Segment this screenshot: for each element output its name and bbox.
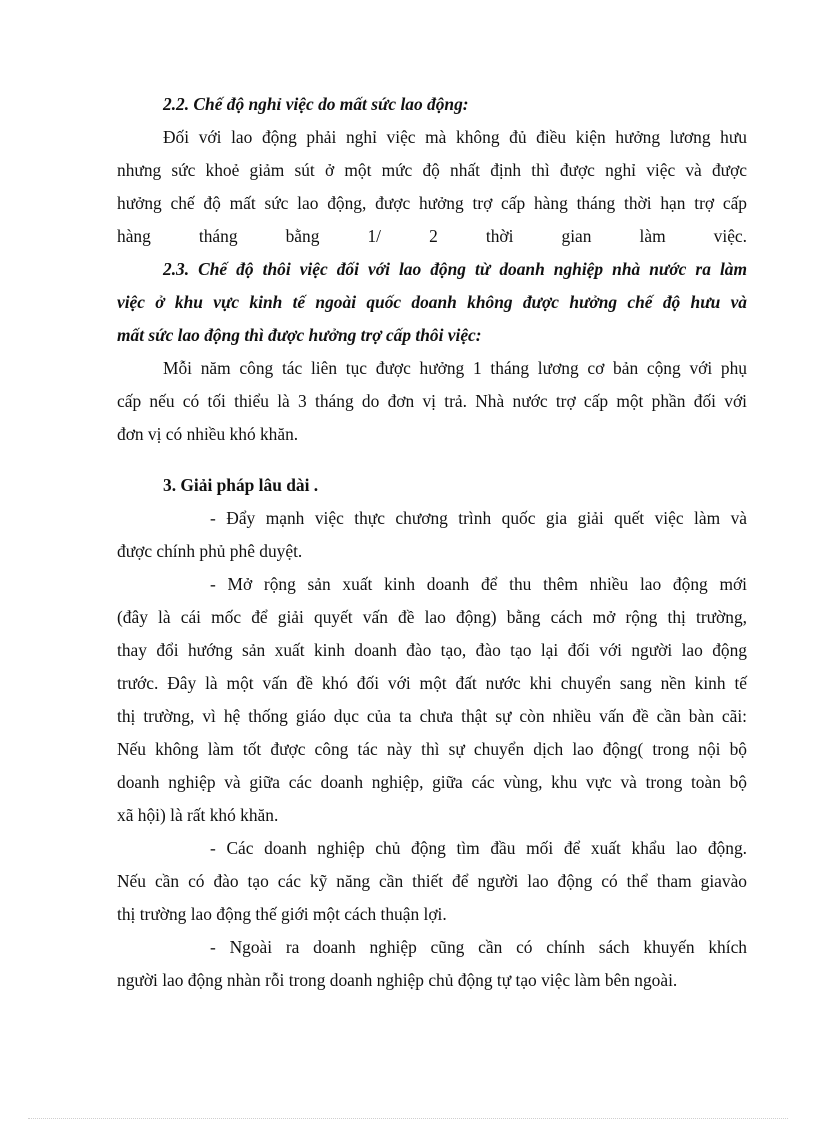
bullet-item xyxy=(117,568,747,832)
paragraph-line: đơn vị có nhiều khó khăn. xyxy=(117,424,299,444)
paragraph-line: cấp nếu có tối thiểu là 3 tháng do đơn vị trả. Nhà nước trợ cấp một phần đối với xyxy=(117,391,747,411)
document-body xyxy=(117,88,747,997)
bullet-line: xã hội) là rất khó khăn. xyxy=(117,805,279,825)
bullet-line: thay đổi hướng sản xuất kinh doanh đào tạo, đào tạo lại đối với người lao động xyxy=(117,640,747,660)
paragraph-line: Đối với lao động phải nghỉ việc mà không đủ điều kiện hưởng lương hưu xyxy=(163,127,747,147)
bullet-line: được chính phủ phê duyệt. xyxy=(117,541,303,561)
bullet-line: - Đẩy mạnh việc thực chương trình quốc gia giải quết việc làm và xyxy=(210,508,747,528)
bullet-line: thị trường, vì hệ thống giáo dục của ta chưa thật sự còn nhiều vấn đề cần bàn cãi: xyxy=(117,706,747,726)
bullet-item xyxy=(117,931,747,997)
bullet-line: - Mở rộng sản xuất kinh doanh để thu thêm nhiều lao động mới xyxy=(210,574,747,594)
bullet-line: người lao động nhàn rỗi trong doanh nghiệp chủ động tự tạo việc làm bên ngoài. xyxy=(117,970,678,990)
bullet-line: thị trường lao động thế giới một cách thuận lợi. xyxy=(117,904,447,924)
bullet-item xyxy=(117,502,747,568)
bullet-item xyxy=(117,832,747,931)
heading-2-3-line: mất sức lao động thì được hưởng trợ cấp thôi việc: xyxy=(117,325,482,345)
bullet-line: (đây là cái mốc để giải quyết vấn đề lao động) bằng cách mở rộng thị trường, xyxy=(117,607,747,627)
heading-2-3-line: việc ở khu vực kinh tế ngoài quốc doanh không được hưởng chế độ hưu và xyxy=(117,292,747,312)
heading-2-2: 2.2. Chế độ nghỉ việc do mất sức lao động: xyxy=(163,94,469,114)
heading-2-3-line: 2.3. Chế độ thôi việc đối với lao động từ doanh nghiệp nhà nước ra làm xyxy=(163,259,747,279)
paragraph-line: hàng tháng bằng 1/ 2 thời gian làm việc. xyxy=(117,226,747,246)
bullet-line: doanh nghiệp và giữa các doanh nghiệp, giữa các vùng, khu vực và trong toàn bộ xyxy=(117,772,747,792)
page-bottom-divider xyxy=(28,1118,788,1119)
bullet-line: Nếu không làm tốt được công tác này thì sự chuyển dịch lao động( trong nội bộ xyxy=(117,739,747,759)
paragraph-line: hưởng chế độ mất sức lao động, được hưởng trợ cấp hàng tháng thời hạn trợ cấp xyxy=(117,193,747,213)
bullet-line: - Các doanh nghiệp chủ động tìm đầu mối để xuất khẩu lao động. xyxy=(210,838,747,858)
bullet-line: - Ngoài ra doanh nghiệp cũng cần có chính sách khuyến khích xyxy=(210,937,747,957)
heading-3: 3. Giải pháp lâu dài . xyxy=(163,475,319,495)
bullet-line: Nếu cần có đào tạo các kỹ năng cần thiết để người lao động có thể tham giavào xyxy=(117,871,747,891)
paragraph-line: nhưng sức khoẻ giảm sút ở một mức độ nhất định thì được nghỉ việc và được xyxy=(117,160,747,180)
bullet-line: trước. Đây là một vấn đề khó đối với một đất nước khi chuyển sang nền kinh tế xyxy=(117,673,747,693)
paragraph-line: Mỗi năm công tác liên tục được hưởng 1 tháng lương cơ bản cộng với phụ xyxy=(163,358,747,378)
